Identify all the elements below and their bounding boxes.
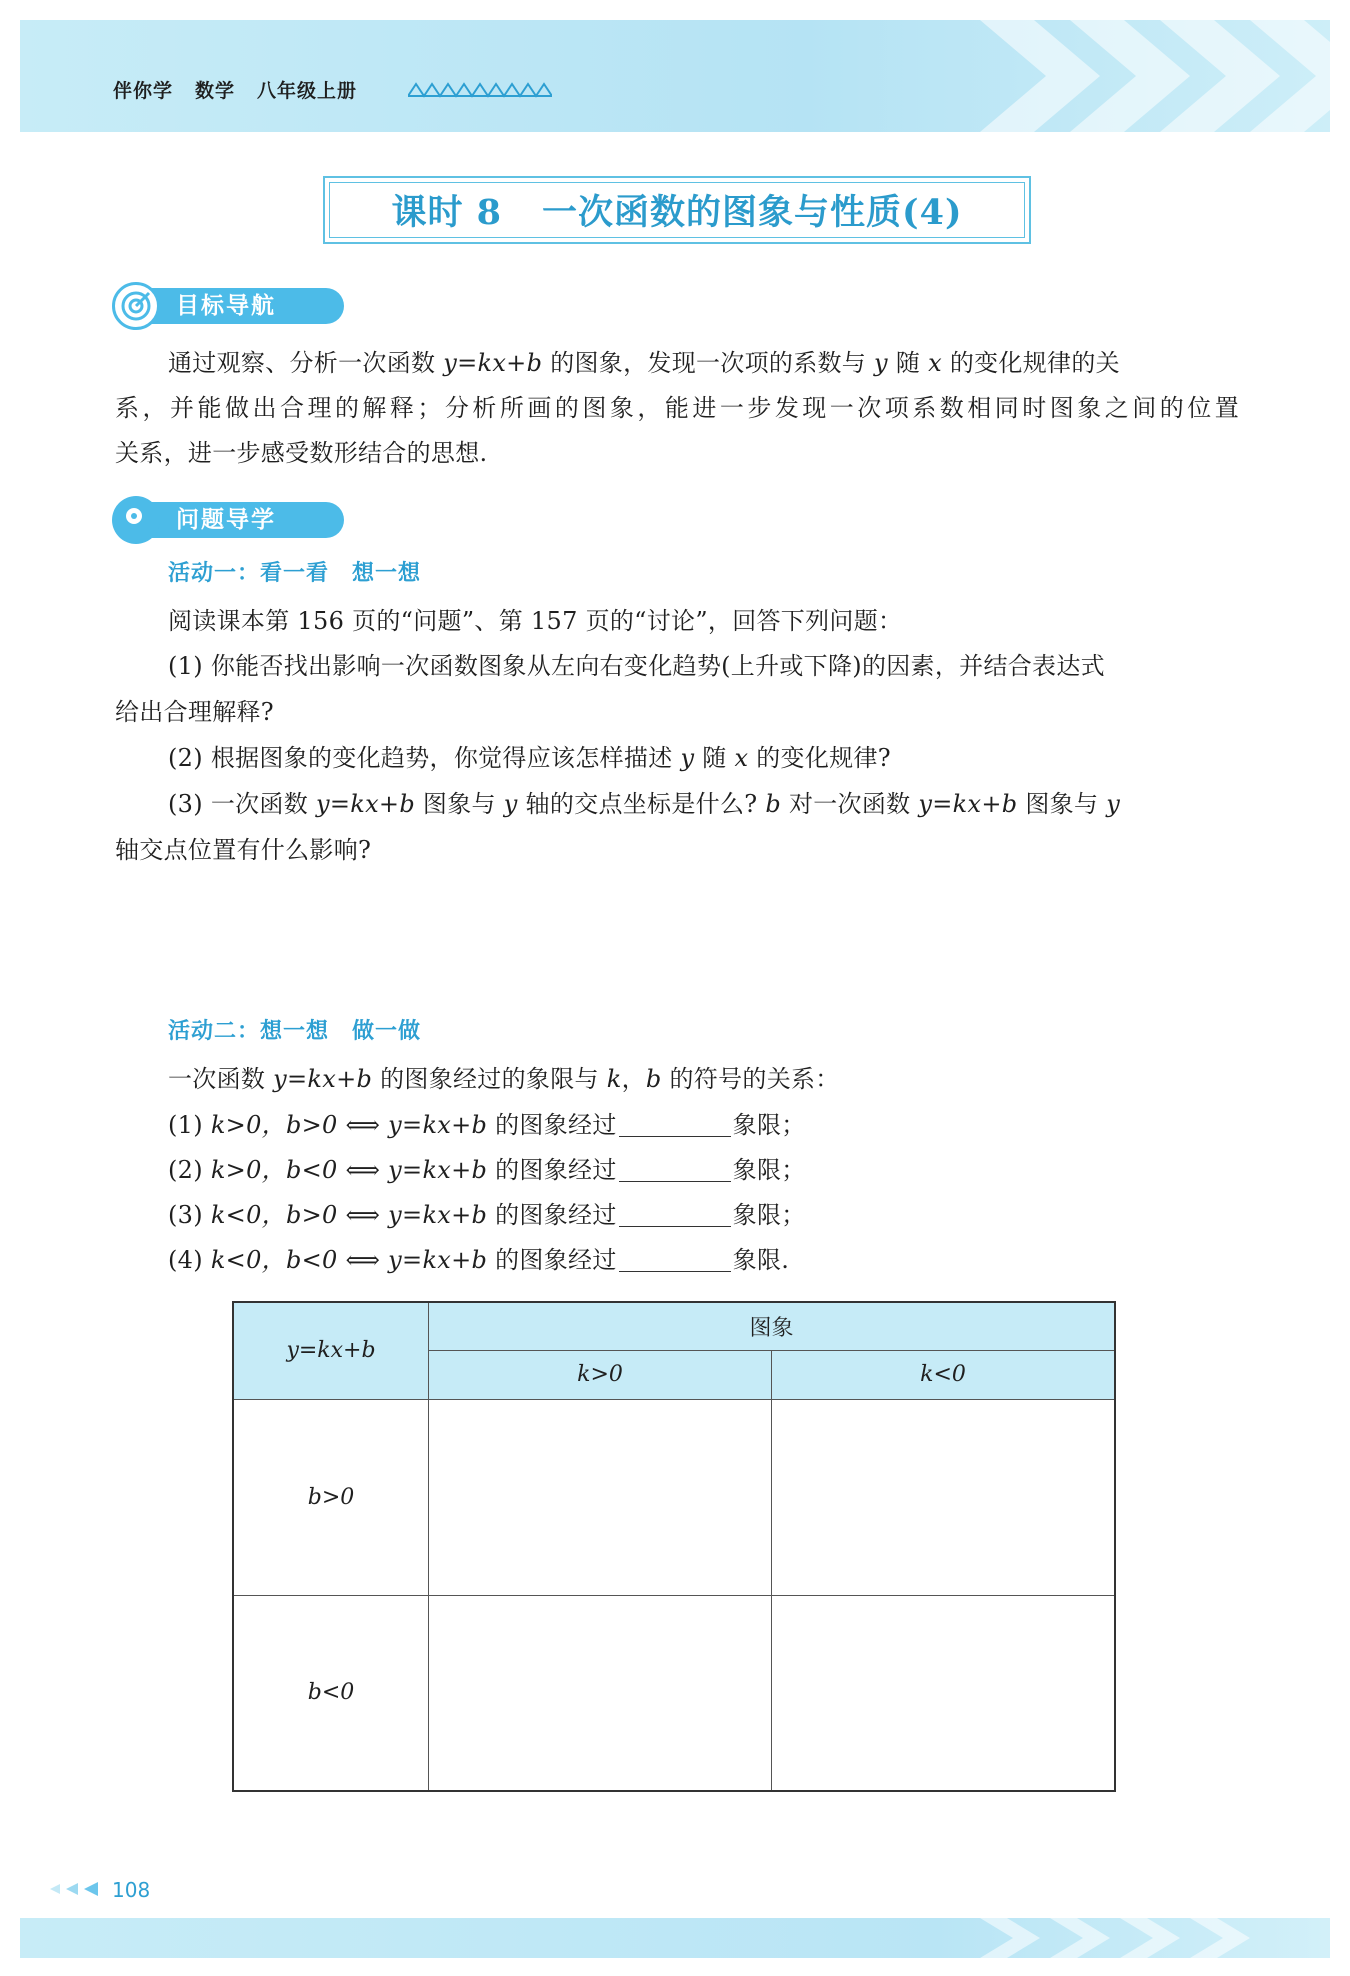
header-text bbox=[113, 76, 379, 103]
table-col-k-positive: k>0 bbox=[429, 1350, 772, 1399]
page-footer-band bbox=[20, 1918, 1330, 1958]
table-group-header: 图象 bbox=[429, 1302, 1116, 1350]
activity1-q1-line1: (1) 你能否找出影响一次函数图象从左向右变化趋势(上升或下降)的因素，并结合表达式 bbox=[168, 652, 1105, 680]
head-gear-icon bbox=[112, 496, 160, 544]
header-subject: 数学 bbox=[195, 80, 236, 102]
goal-line-1: 通过观察、分析一次函数 y=kx+b 的图象，发现一次项的系数与 y 随 x 的变化规律的关 bbox=[168, 349, 1120, 377]
activity2-item: (4) k<0，b<0 ⟺ y=kx+b 的图象经过 象限. bbox=[168, 1246, 790, 1274]
question-banner-label: 问题导学 bbox=[134, 502, 344, 538]
activity1-intro: 阅读课本第 156 页的“问题”、第 157 页的“讨论”，回答下列问题： bbox=[168, 607, 903, 635]
question-banner bbox=[112, 498, 352, 542]
footer-chevron-3 bbox=[1120, 1918, 1180, 1958]
page-header-band bbox=[20, 20, 1330, 132]
lesson-title bbox=[329, 182, 1025, 238]
lesson-name: 一次函数的图象与性质(4) bbox=[542, 192, 963, 233]
page-arrow-icon bbox=[50, 1882, 106, 1896]
table-col-k-negative: k<0 bbox=[772, 1350, 1116, 1399]
table-row-b-negative: b<0 bbox=[233, 1595, 429, 1791]
activity2-item: (1) k>0，b>0 ⟺ y=kx+b 的图象经过 象限； bbox=[168, 1111, 806, 1139]
header-grade: 八年级上册 bbox=[257, 80, 358, 102]
header-chevron-1 bbox=[980, 20, 1100, 132]
goal-line-2: 系，并能做出合理的解释；分析所画的图象，能进一步发现一次项系数相同时图象之间的位置 bbox=[115, 394, 1239, 422]
activity1-q3-line1: (3) 一次函数 y=kx+b 图象与 y 轴的交点坐标是什么? b 对一次函数 y=kx+b 图象与 y bbox=[168, 790, 1121, 818]
table-cell-drawing[interactable] bbox=[429, 1399, 772, 1595]
footer-chevron-4 bbox=[1190, 1918, 1250, 1958]
table-corner: y=kx+b bbox=[233, 1302, 429, 1399]
answer-blank[interactable] bbox=[619, 1157, 731, 1182]
answer-blank[interactable] bbox=[619, 1247, 731, 1272]
header-series: 伴你学 bbox=[113, 80, 174, 102]
graph-table bbox=[232, 1301, 1116, 1792]
table-cell-drawing[interactable] bbox=[772, 1399, 1116, 1595]
answer-blank[interactable] bbox=[619, 1112, 731, 1137]
activity2-item: (3) k<0，b>0 ⟺ y=kx+b 的图象经过 象限； bbox=[168, 1201, 806, 1229]
table-cell-drawing[interactable] bbox=[429, 1595, 772, 1791]
footer-chevron-2 bbox=[1050, 1918, 1110, 1958]
lesson-title-box bbox=[323, 176, 1031, 244]
page-number: 108 bbox=[112, 1878, 151, 1902]
mountain-decoration-icon bbox=[408, 82, 552, 98]
answer-blank[interactable] bbox=[619, 1202, 731, 1227]
table-cell-drawing[interactable] bbox=[772, 1595, 1116, 1791]
activity2-title: 活动二：想一想 做一做 bbox=[168, 1019, 422, 1044]
activity2-item: (2) k>0，b<0 ⟺ y=kx+b 的图象经过 象限； bbox=[168, 1156, 806, 1184]
activity1-q3-line2: 轴交点位置有什么影响? bbox=[115, 836, 372, 864]
activity2-intro: 一次函数 y=kx+b 的图象经过的象限与 k，b 的符号的关系： bbox=[168, 1065, 840, 1093]
activity1-title: 活动一：看一看 想一想 bbox=[168, 561, 422, 586]
goal-banner-label: 目标导航 bbox=[134, 288, 344, 324]
lesson-number: 课时 8 bbox=[391, 192, 503, 233]
target-icon bbox=[112, 282, 160, 330]
goal-line-3: 关系，进一步感受数形结合的思想. bbox=[115, 439, 488, 467]
goal-banner bbox=[112, 284, 352, 328]
activity1-q1-line2: 给出合理解释? bbox=[115, 698, 274, 726]
table-row-b-positive: b>0 bbox=[233, 1399, 429, 1595]
footer-chevron-1 bbox=[980, 1918, 1040, 1958]
activity1-q2: (2) 根据图象的变化趋势，你觉得应该怎样描述 y 随 x 的变化规律? bbox=[168, 744, 891, 772]
